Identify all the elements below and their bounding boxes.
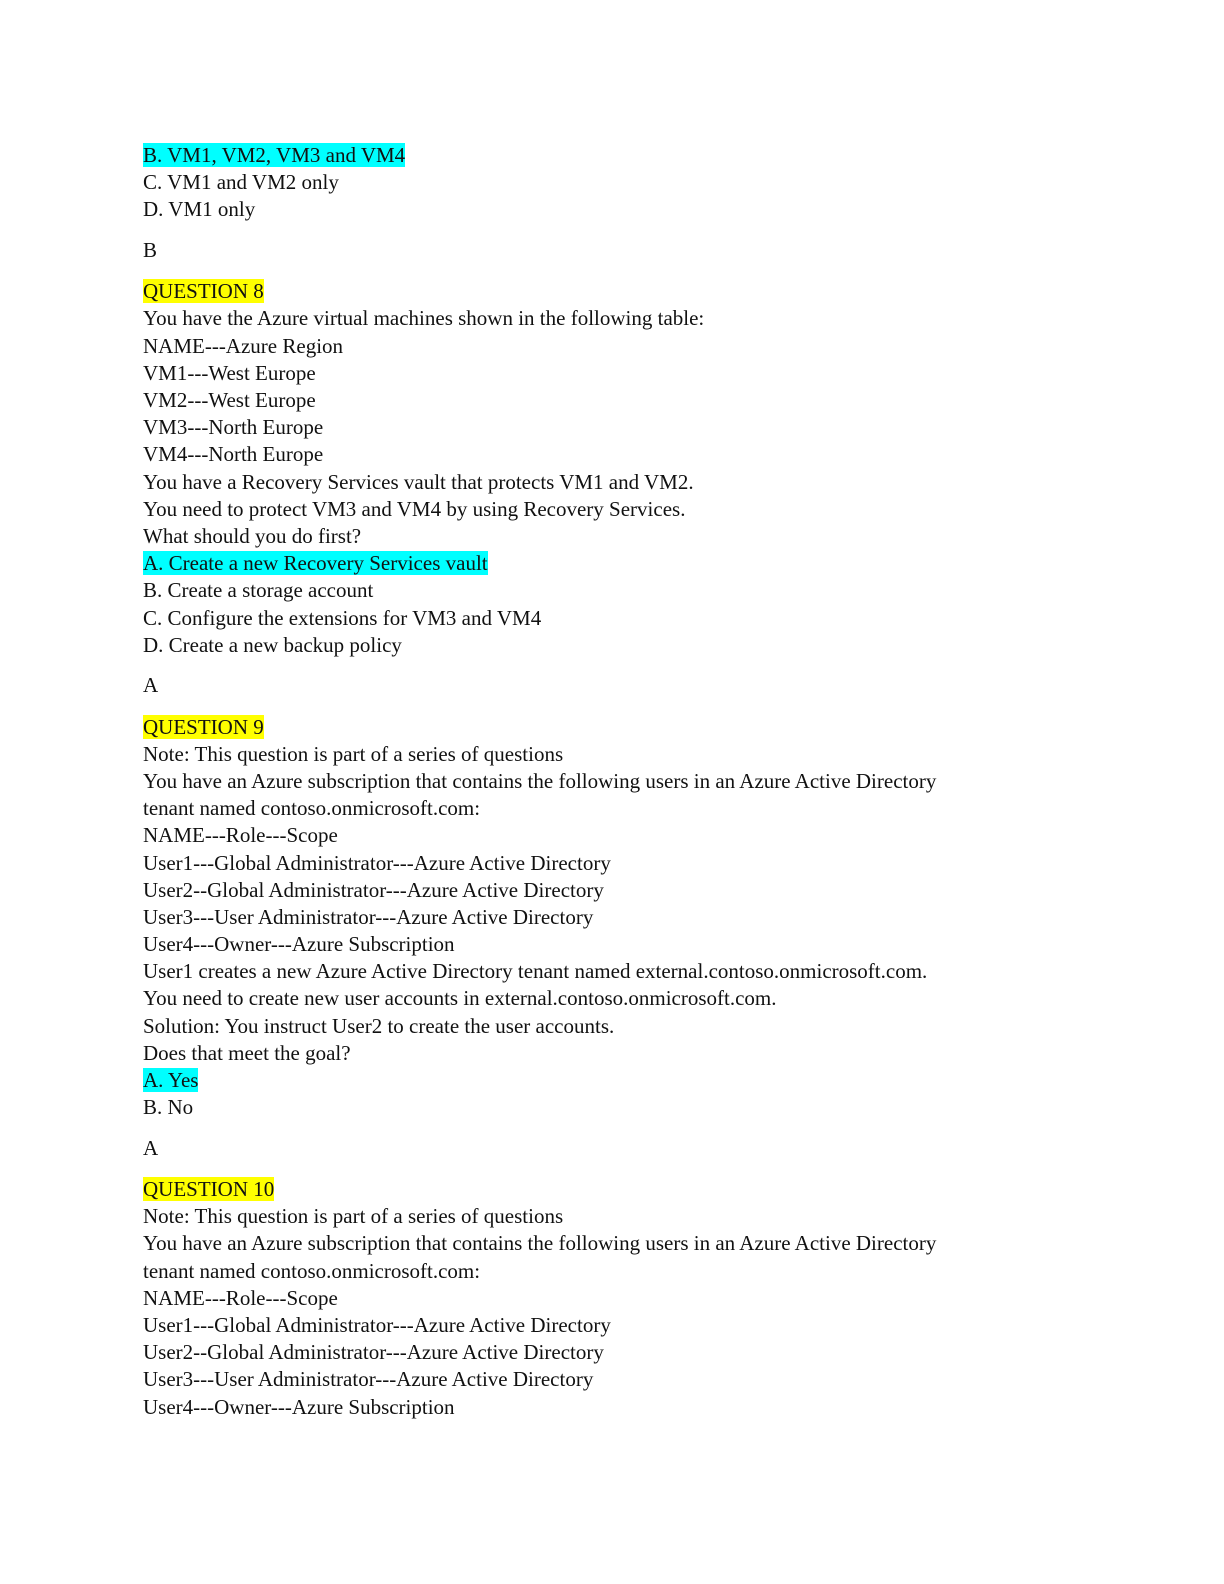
option-line: D. Create a new backup policy [143,632,402,657]
question-body-line: User2--Global Administrator---Azure Active Directory [143,877,604,902]
question-body-line: tenant named contoso.onmicrosoft.com: [143,796,481,821]
question-heading [143,278,1143,305]
highlighted-option-a: A. Yes [143,1068,199,1092]
question-body-line: VM3---North Europe [143,415,324,440]
question-body-line: Note: This question is part of a series of questions [143,1204,564,1229]
question-body-line: VM1---West Europe [143,360,316,385]
question-body-line: VM2---West Europe [143,388,316,412]
question-body-line: User1---Global Administrator---Azure Active Directory [143,850,611,875]
question-body-line: VM4---North Europe [143,442,324,467]
option-line: B. Create a storage account [143,578,374,603]
question-body-line: You have a Recovery Services vault that protects VM1 and VM2. [143,469,694,494]
question-body-line: NAME---Role---Scope [143,1285,338,1310]
question-body-line: NAME---Azure Region [143,333,344,358]
question-body-line: You have an Azure subscription that contains the following users in an Azure Active Directory [143,1231,937,1256]
question-body-line: Does that meet the goal? [143,1040,351,1065]
option-line [143,142,1143,169]
question-body-line: What should you do first? [143,523,362,548]
question-body-line: You need to protect VM3 and VM4 by using Recovery Services. [143,496,686,521]
question-body-line: User4---Owner---Azure Subscription [143,932,455,957]
document-content [143,142,1143,1421]
option-line: C. Configure the extensions for VM3 and VM4 [143,605,542,630]
answer-key-q9: A [143,1135,159,1160]
question-body-line: You need to create new user accounts in external.contoso.onmicrosoft.com. [143,986,777,1011]
question-body-line: tenant named contoso.onmicrosoft.com: [143,1258,481,1283]
question-body-line: User4---Owner---Azure Subscription [143,1394,455,1419]
question-9-title: QUESTION 9 [143,714,264,739]
question-7-options [143,142,1143,224]
question-body-line: Solution: You instruct User2 to create the user accounts. [143,1013,615,1038]
question-8 [143,278,1143,659]
question-9 [143,714,1143,1122]
question-heading [143,714,1143,741]
option-line [143,550,1143,577]
question-body-line: You have the Azure virtual machines shown in the following table: [143,306,705,331]
highlighted-option-b: B. VM1, VM2, VM3 and VM4 [143,143,406,167]
question-body-line: User1---Global Administrator---Azure Active Directory [143,1313,611,1337]
question-body-line: User1 creates a new Azure Active Directory tenant named external.contoso.onmicrosoft.com. [143,959,928,984]
question-body-line: User3---User Administrator---Azure Active Directory [143,904,594,929]
question-10 [143,1176,1143,1421]
question-body-line: Note: This question is part of a series of questions [143,741,564,766]
option-line: B. No [143,1095,194,1120]
question-10-title: QUESTION 10 [143,1177,275,1202]
option-line: C. VM1 and VM2 only [143,170,339,195]
option-line: D. VM1 only [143,197,256,222]
answer-key-q8: A [143,673,159,698]
question-body-line: You have an Azure subscription that contains the following users in an Azure Active Directory [143,768,937,793]
answer-key-q7: B [143,238,158,263]
highlighted-option-a: A. Create a new Recovery Services vault [143,551,488,576]
question-body-line: User2--Global Administrator---Azure Active Directory [143,1340,604,1365]
question-8-title: QUESTION 8 [143,279,264,304]
question-heading [143,1176,1143,1203]
question-body-line: User3---User Administrator---Azure Active Directory [143,1367,594,1392]
question-body-line: NAME---Role---Scope [143,823,338,848]
option-line [143,1067,1143,1094]
